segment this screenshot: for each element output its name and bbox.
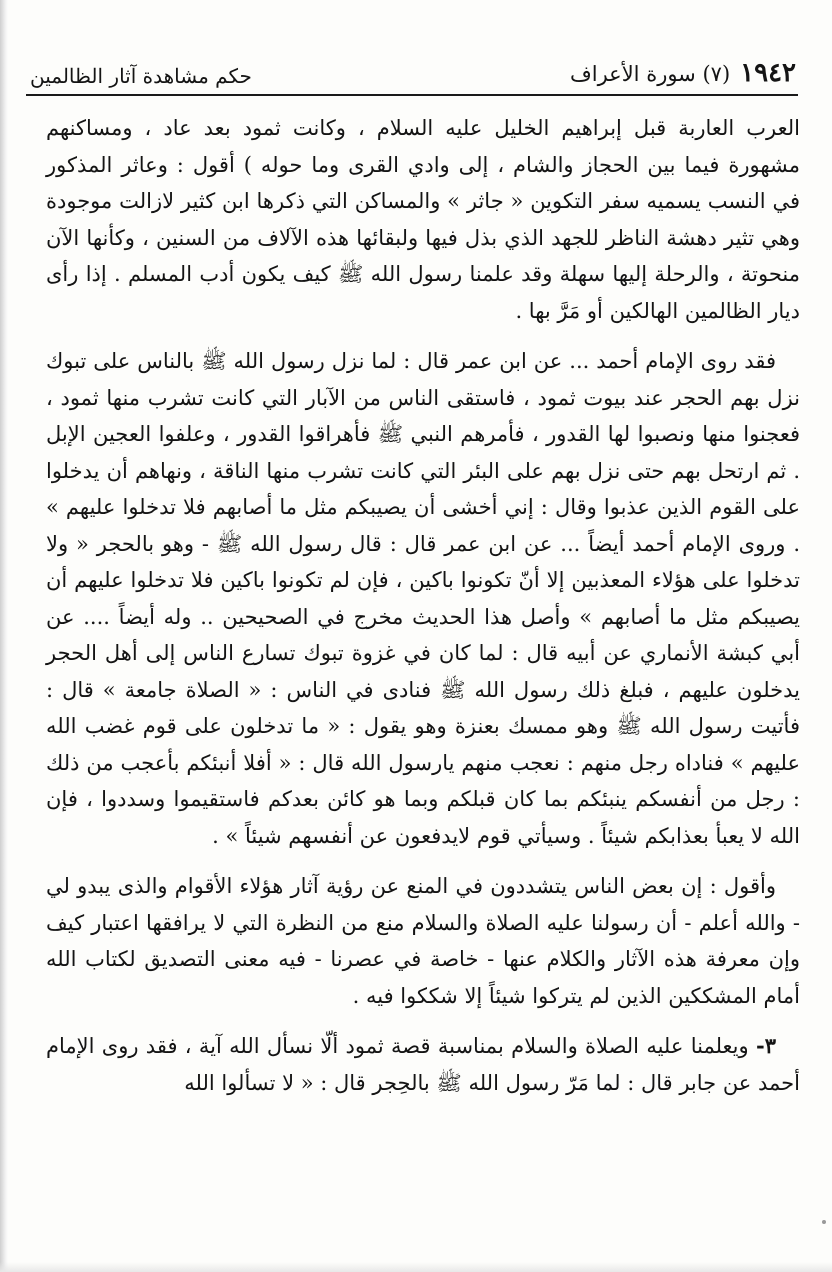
running-title: حكم مشاهدة آثار الظالمين [30, 64, 252, 88]
sura-title: (٧) سورة الأعراف [569, 62, 731, 86]
paragraph-text: وأقول : إن بعض الناس يتشددون في المنع عن رؤية آثار هؤلاء الأقوام والذى يبدو لي - والله أعلم - أن رسولنا عليه الصلاة والسلام منع من النظرة التي لا يرافقها اعتبار كيف وإن معرفة هذه الآثار والكلام عنها - خاصة في عصرنا - فيه معنى التصديق لكتاب الله أمام المشككين الذين لم يتركوا شيئاً إلا شككوا فيه . [46, 874, 800, 1008]
paragraph-text: ويعلمنا عليه الصلاة والسلام بمناسبة قصة ثمود ألّا نسأل الله آية ، فقد روى الإمام أحمد عن جابر قال : لما مَرّ رسول الله ﷺ بالحِجر قال : « لا تسألوا الله [46, 1034, 800, 1095]
header-page-info [570, 58, 796, 88]
page-header [30, 48, 796, 92]
page-body [46, 110, 800, 1115]
paragraph-3 [46, 868, 800, 1014]
paragraph-number: ٣- [755, 1033, 776, 1058]
paragraph-1 [46, 110, 800, 329]
paragraph-4 [46, 1028, 800, 1101]
paragraph-text: العرب العاربة قبل إبراهيم الخليل عليه السلام ، وكانت ثمود بعد عاد ، ومساكنهم مشهورة فيما بين الحجاز والشام ، إلى وادي القرى وما حوله ) أقول : وعاثر المذكور في النسب يسميه سفر التكوين « جاثر » والمساكن التي ذكرها ابن كثير لازالت موجودة وهي تثير دهشة الناظر للجهد الذي بذل فيها ولبقائها هذه الآلاف من السنين ، وكأنها الآن منحوتة ، والرحلة إليها سهلة وقد علمنا رسول الله ﷺ كيف يكون أدب المسلم . إذا رأى ديار الظالمين الهالكين أو مَرَّ بها . [46, 116, 800, 323]
paragraph-2 [46, 343, 800, 854]
page-binding-shadow [0, 0, 8, 1272]
page-speck [822, 1220, 826, 1224]
paragraph-text: فقد روى الإمام أحمد ... عن ابن عمر قال : لما نزل رسول الله ﷺ بالناس على تبوك نزل بهم الحجر عند بيوت ثمود ، فاستقى الناس من الآبار التي كانت تشرب منها ثمود ، فعجنوا منها ونصبوا لها القدور ، فأمرهم النبي ﷺ فأهراقوا القدور ، وعلفوا العجين الإبل . ثم ارتحل بهم حتى نزل بهم على البئر التي كانت تشرب منها الناقة ، ونهاهم أن يدخلوا على القوم الذين عذبوا وقال : إني أخشى أن يصيبكم مثل ما أصابهم فلا تدخلوا عليهم » . وروى الإمام أحمد أيضاً ... عن ابن عمر قال : قال رسول الله ﷺ - وهو بالحجر « ولا تدخلوا على هؤلاء المعذبين إلا أنّ تكونوا باكين ، فإن لم تكونوا باكين فلا تدخلوا عليهم أن يصيبكم مثل ما أصابهم » وأصل هذا الحديث مخرج في الصحيحين .. وله أيضاً .... عن أبي كبشة الأنماري عن أبيه قال : لما كان في غزوة تبوك تسارع الناس إلى أهل الحجر يدخلون عليهم ، فبلغ ذلك رسول الله ﷺ فنادى في الناس : « الصلاة جامعة » قال : فأتيت رسول الله ﷺ وهو ممسك بعنزة وهو يقول : « ما تدخلون على قوم غضب الله عليهم » فناداه رجل منهم : نعجب منهم يارسول الله قال : « أفلا أنبئكم بأعجب من ذلك : رجل من أنفسكم ينبئكم بما كان قبلكم وبما هو كائن بعدكم فاستقيموا وسددوا ، فإن الله لا يعبأ بعذابكم شيئاً . وسيأتي قوم لايدفعون عن أنفسهم شيئاً » . [46, 349, 800, 848]
page-bottom-shadow [0, 1262, 832, 1272]
header-divider [26, 94, 798, 96]
page-number: ١٩٤٢ [740, 58, 796, 88]
